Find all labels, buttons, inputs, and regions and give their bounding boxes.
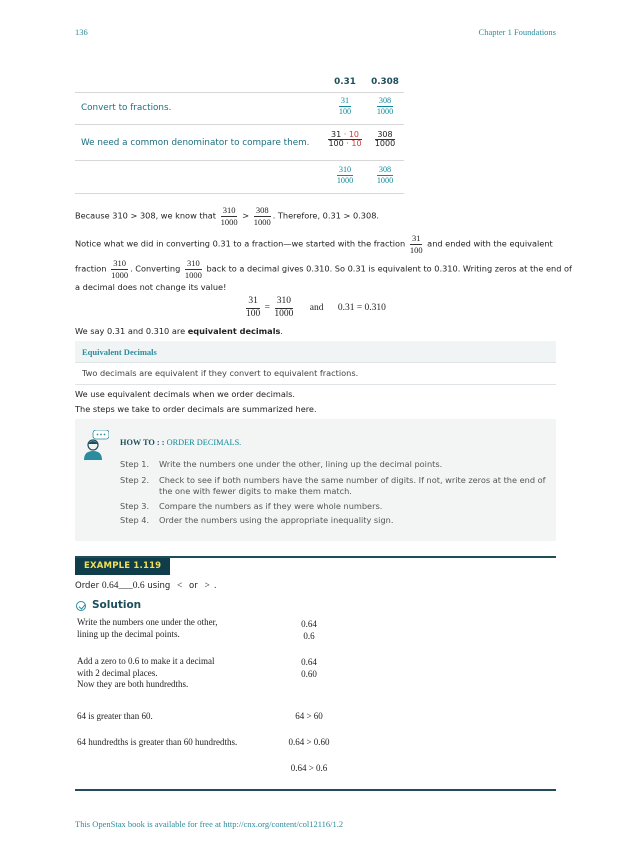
- solution-title: Solution: [92, 599, 142, 611]
- table-col-header: 0.31: [334, 77, 356, 87]
- solution-step-math: 64 > 60: [295, 711, 323, 721]
- teacher-avatar-icon: [83, 430, 109, 460]
- definition-title: Equivalent Decimals: [75, 341, 556, 363]
- table-header-row: [75, 72, 404, 92]
- example-label: EXAMPLE 1.119: [75, 558, 170, 575]
- fraction-scaled: $\frac{31 \cdot 10}{100 \cdot 10}$: [328, 130, 362, 149]
- fraction: $\frac{308}{1000}$: [374, 130, 396, 149]
- fraction: $\frac{308}{1000}$: [376, 96, 394, 117]
- paragraph-notice-line3: a decimal does not change its value!: [75, 282, 227, 292]
- solution-step-math: 0.64 > 0.60: [288, 737, 330, 747]
- table-row: [75, 124, 404, 160]
- fraction: $\frac{308}{1000}$: [376, 165, 394, 186]
- row-label: We need a common denominator to compare them.: [81, 138, 310, 148]
- paragraph-steps-intro: The steps we take to order decimals are summarized here.: [75, 404, 317, 414]
- paragraph-notice-line1: Notice what we did in converting 0.31 to a fraction—we started with the fraction $\frac{31}{100}$ and ended with the equivalent: [75, 233, 553, 255]
- table-row: [75, 92, 404, 124]
- comparison-table: [75, 72, 404, 194]
- paragraph-equivalent-decimals: We say 0.31 and 0.310 are equivalent decimals.: [75, 326, 284, 336]
- display-equation: $\frac{31}{100}$ = $\frac{310}{1000}$ and 0.31 = 0.310: [246, 296, 386, 319]
- footer-link[interactable]: This OpenStax book is available for free at http://cnx.org/content/col12116/1.2: [75, 819, 344, 829]
- table-row: [75, 160, 404, 194]
- definition-body: Two decimals are equivalent if they convert to equivalent fractions.: [75, 363, 556, 385]
- paragraph-comparison: Because 310 > 308, we know that $\frac{310}{1000}$ > $\frac{308}{1000}$ . Therefore, 0.31 > 0.308.: [75, 205, 380, 227]
- fraction: $\frac{31}{100}$: [338, 96, 352, 117]
- solution-step-text: 64 hundredths is greater than 60 hundredths.: [77, 737, 238, 747]
- solution-step-text: Add a zero to 0.6 to make it a decimal with 2 decimal places. Now they are both hundredths.: [77, 656, 215, 690]
- fraction: $\frac{310}{1000}$: [336, 165, 354, 186]
- paragraph-notice-line2: fraction $\frac{310}{1000}$ . Converting $\frac{310}{1000}$ back to a decimal gives 0.310. So 0.31 is equivalent to 0.310. Writing zeros at the end of: [75, 258, 572, 280]
- check-circle-icon: [76, 601, 86, 611]
- table-col-header: 0.308: [371, 77, 399, 87]
- chapter-title: Chapter 1 Foundations: [478, 27, 556, 37]
- howto-title: HOW TO : : ORDER DECIMALS.: [120, 438, 242, 447]
- paragraph-use: We use equivalent decimals when we order decimals.: [75, 389, 296, 399]
- page-number: 136: [75, 27, 88, 37]
- row-label: Convert to fractions.: [81, 103, 172, 113]
- howto-box: HOW TO : : ORDER DECIMALS. Step 1. Write the numbers one under the other, lining up the decimal points. Step 2. Check to see if both numbers have the same number of digits. If not, write zeros at the end of the one with fewer digits to make them match. Step 3. Compare the numbers as if they were whole numbers. Step 4. Order the numbers using the appropriate inequality sign.: [75, 419, 556, 541]
- solution-step-text: Write the numbers one under the other, lining up the decimal points.: [77, 617, 218, 639]
- solution-step-text: 64 is greater than 60.: [77, 711, 153, 721]
- solution-step-math: 0.64 0.6: [301, 619, 317, 641]
- example-prompt: Order 0.64___0.6 using < or > .: [75, 581, 217, 591]
- solution-final-answer: 0.64 > 0.6: [290, 763, 328, 773]
- solution-step-math: 0.64 0.60: [301, 657, 317, 679]
- example-rule: [75, 789, 556, 791]
- definition-box: [75, 341, 556, 387]
